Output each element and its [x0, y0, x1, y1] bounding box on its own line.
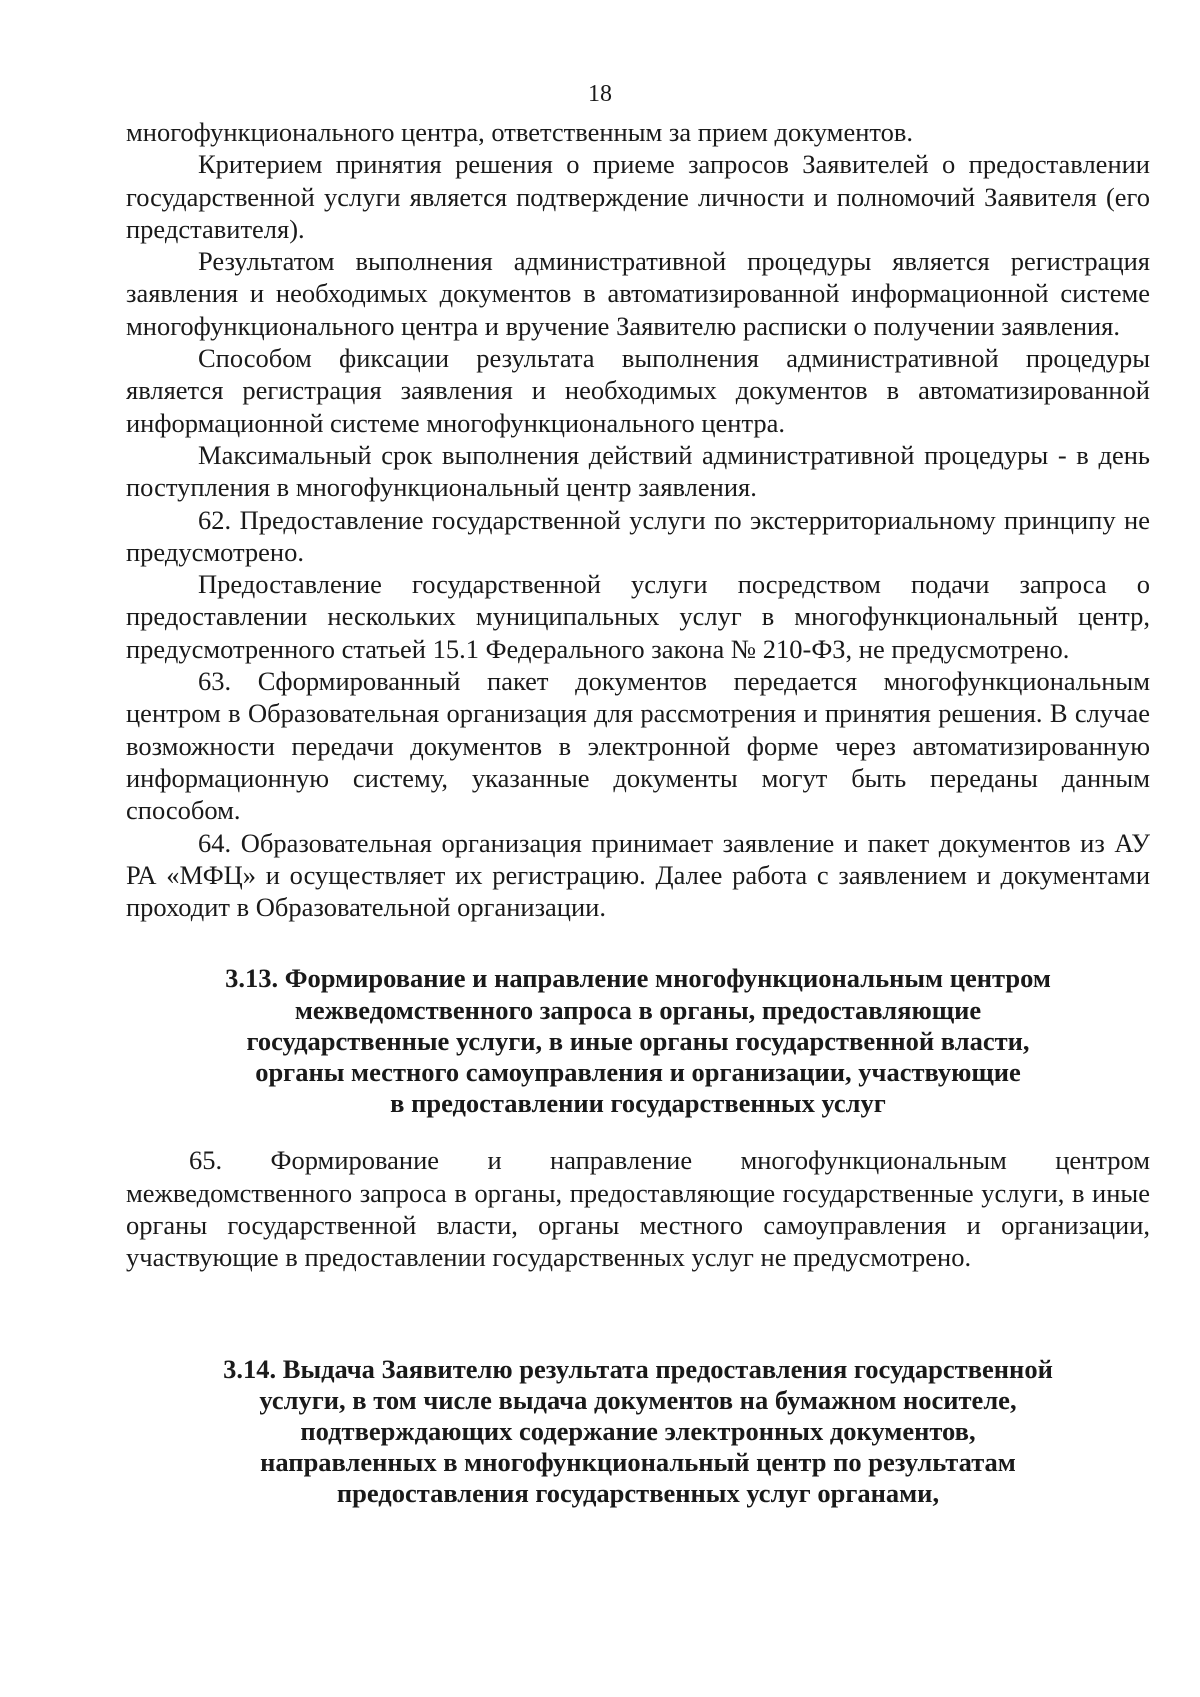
heading-line: 3.14. Выдача Заявителю результата предоставления государственной — [223, 1353, 1053, 1384]
paragraph-64: 64. Образовательная организация принимает заявление и пакет документов из АУ РА «МФЦ» и осуществляет их регистрацию. Далее работа с заявлением и документами проходит в Образовательной организации. — [126, 827, 1150, 923]
paragraph: многофункционального центра, ответственным за прием документов. — [126, 117, 914, 147]
section-heading-3-13 — [126, 963, 1150, 1119]
heading-line: подтверждающих содержание электронных документов, — [300, 1416, 976, 1447]
page-number: 18 — [588, 81, 612, 107]
document-body — [126, 116, 1150, 1510]
paragraph-62: 62. Предоставление государственной услуги по экстерриториальному принципу не предусмотрено. — [126, 504, 1150, 567]
heading-line: услуги, в том числе выдача документов на бумажном носителе, — [259, 1384, 1017, 1415]
paragraph-65: 65. Формирование и направление многофункциональным центром межведомственного запроса в органы, предоставляющие государственные услуги, в иные органы государственной власти, органы местного самоуправления и организации, участвующие в предоставлении государственных услуг не предусмотрено. — [126, 1145, 1150, 1273]
paragraph-63: 63. Сформированный пакет документов передается многофункциональным центром в Образовательная организация для рассмотрения и принятия решения. В случае возможности передачи документов в электронной форме через автоматизированную информационную систему, указанные документы могут быть переданы данным способом. — [126, 666, 1150, 826]
heading-line: предоставления государственных услуг органами, — [336, 1478, 940, 1509]
heading-line: межведомственного запроса в органы, предоставляющие — [294, 994, 982, 1025]
paragraph: Результатом выполнения административной процедуры является регистрация заявления и необходимых документов в автоматизированной информационной системе многофункционального центра и вручение Заявителю расписки о получении заявления. — [126, 246, 1150, 341]
paragraph: Критерием принятия решения о приеме запросов Заявителей о предоставлении государственной услуги является подтверждение личности и полномочий Заявителя (его представителя). — [126, 149, 1150, 244]
heading-line: направленных в многофункциональный центр по результатам — [260, 1447, 1016, 1478]
heading-line: 3.13. Формирование и направление многофункциональным центром — [225, 963, 1051, 994]
heading-line: государственные услуги, в иные органы государственной власти, — [246, 1025, 1030, 1056]
section-heading-3-14 — [126, 1354, 1150, 1510]
heading-line: органы местного самоуправления и организации, участвующие — [255, 1057, 1021, 1088]
heading-line: в предоставлении государственных услуг — [390, 1088, 886, 1119]
paragraph: Способом фиксации результата выполнения административной процедуры является регистрация заявления и необходимых документов в автоматизированной информационной системе многофункционального центра. — [126, 343, 1150, 438]
paragraph: Предоставление государственной услуги посредством подачи запроса о предоставлении нескольких муниципальных услуг в многофункциональный центр, предусмотренного статьей 15.1 Федерального закона № 210-ФЗ, не предусмотрено. — [126, 569, 1150, 664]
paragraph: Максимальный срок выполнения действий административной процедуры - в день поступления в многофункциональный центр заявления. — [126, 439, 1150, 503]
